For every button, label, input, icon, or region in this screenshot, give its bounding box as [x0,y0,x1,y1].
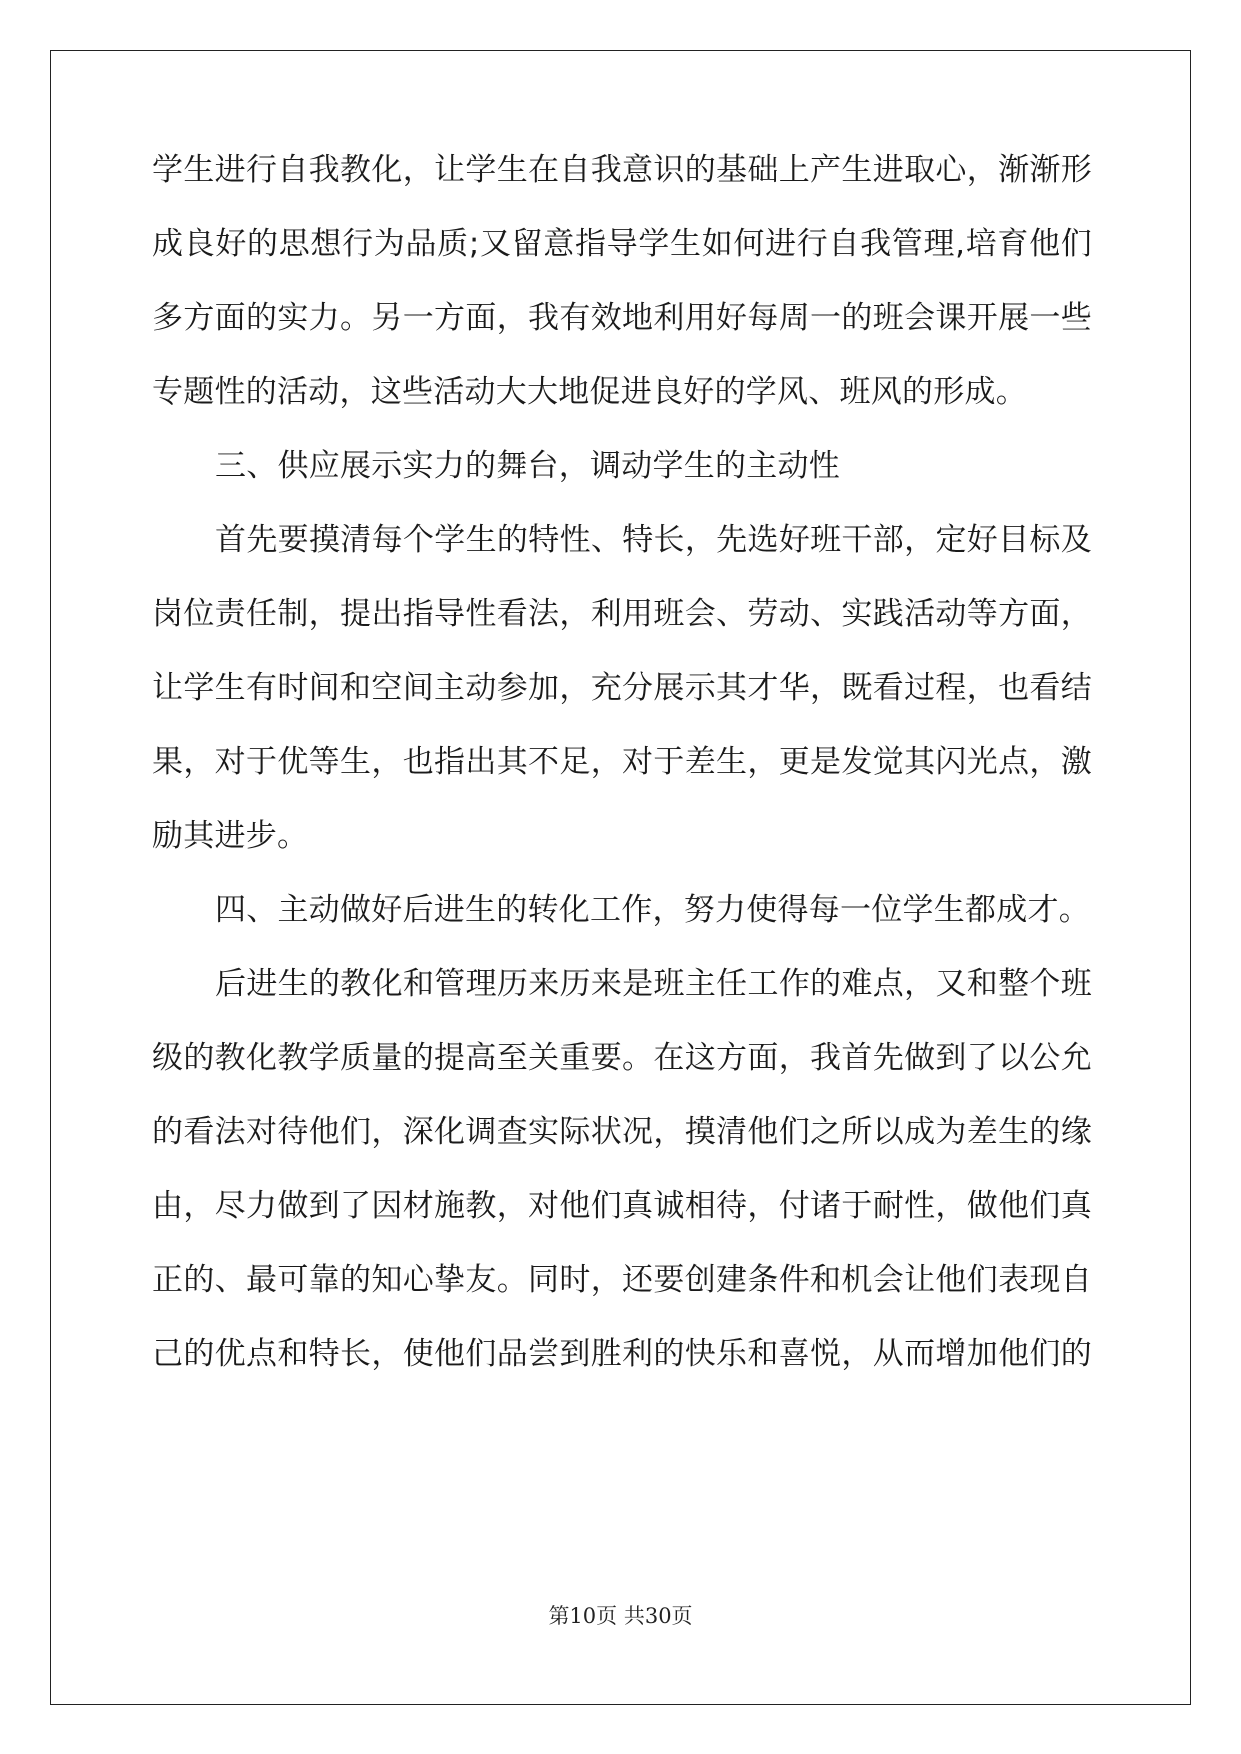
text-line: 果，对于优等生，也指出其不足，对于差生，更是发觉其闪光点，激 [152,744,1092,780]
text-line: 级的教化教学质量的提高至关重要。在这方面，我首先做到了以公允 [152,1040,1092,1076]
text-line: 首先要摸清每个学生的特性、特长，先选好班干部，定好目标及 [215,522,1092,558]
text-line: 正的、最可靠的知心挚友。同时，还要创建条件和机会让他们表现自 [152,1262,1092,1298]
text-line: 让学生有时间和空间主动参加，充分展示其才华，既看过程，也看结 [152,670,1092,706]
page-number: 第10页 共30页 [548,1604,693,1628]
section-heading: 四、主动做好后进生的转化工作，努力使得每一位学生都成才。 [215,892,1090,928]
text-line: 成良好的思想行为品质;又留意指导学生如何进行自我管理,培育他们 [152,226,1092,262]
text-line: 多方面的实力。另一方面，我有效地利用好每周一的班会课开展一些 [152,300,1092,336]
text-line: 励其进步。 [152,818,309,854]
text-line: 己的优点和特长，使他们品尝到胜利的快乐和喜悦，从而增加他们的 [152,1336,1092,1372]
text-line: 专题性的活动，这些活动大大地促进良好的学风、班风的形成。 [152,374,1027,410]
section-heading: 三、供应展示实力的舞台，调动学生的主动性 [215,448,840,484]
text-line: 的看法对待他们，深化调查实际状况，摸清他们之所以成为差生的缘 [152,1114,1092,1150]
text-line: 后进生的教化和管理历来历来是班主任工作的难点，又和整个班 [215,966,1092,1002]
text-line: 岗位责任制，提出指导性看法，利用班会、劳动、实践活动等方面， [152,596,1092,632]
text-line: 由，尽力做到了因材施教，对他们真诚相待，付诸于耐性，做他们真 [152,1188,1092,1224]
text-line: 学生进行自我教化，让学生在自我意识的基础上产生进取心，渐渐形 [152,152,1092,188]
